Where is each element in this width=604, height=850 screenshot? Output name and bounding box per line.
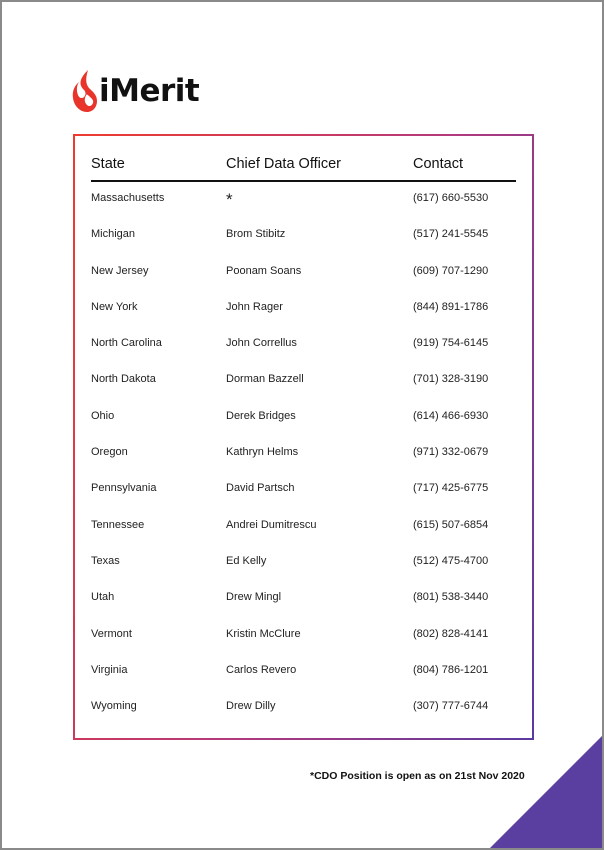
table-row — [91, 224, 516, 260]
header-state: State — [91, 156, 125, 172]
cell-contact: (971) 332-0679 — [413, 446, 489, 459]
cell-contact: (307) 777-6744 — [413, 700, 489, 713]
cell-state: North Dakota — [91, 373, 156, 386]
cell-state: Michigan — [91, 228, 136, 241]
header-chief-data-officer: Chief Data Officer — [226, 156, 341, 172]
cell-contact: (802) 828-4141 — [413, 627, 489, 640]
header-contact: Contact — [413, 156, 463, 172]
table-row — [91, 261, 516, 297]
table-row — [91, 587, 516, 623]
cell-contact: (512) 475-4700 — [413, 554, 489, 567]
corner-accent-triangle — [490, 736, 602, 848]
cell-contact: (614) 466-6930 — [413, 409, 489, 422]
table-row — [91, 515, 516, 551]
cell-state: Ohio — [91, 409, 115, 422]
cell-state: Massachusetts — [91, 192, 165, 204]
cell-cdo: Kathryn Helms — [226, 446, 299, 459]
cell-cdo: Derek Bridges — [226, 409, 296, 422]
table-row — [91, 369, 516, 405]
cell-state: Virginia — [91, 663, 128, 676]
brand-name: iMerit — [99, 72, 200, 109]
cell-contact: (517) 241-5545 — [413, 228, 489, 241]
flame-icon — [72, 68, 98, 114]
table-row — [91, 624, 516, 660]
cell-cdo: Carlos Revero — [226, 663, 297, 676]
cell-cdo: Dorman Bazzell — [226, 373, 304, 386]
cell-contact: (804) 786-1201 — [413, 663, 489, 676]
table-row — [91, 333, 516, 369]
cell-cdo: David Partsch — [226, 482, 295, 495]
cell-state: Utah — [91, 591, 115, 604]
imerit-logo — [72, 68, 199, 114]
cell-state: Oregon — [91, 446, 128, 459]
cell-contact: (701) 328-3190 — [413, 373, 489, 386]
cell-contact: (919) 754-6145 — [413, 337, 489, 350]
cell-state: New York — [91, 300, 138, 313]
cell-state: Vermont — [91, 627, 132, 640]
table-row — [91, 297, 516, 333]
cell-contact: (609) 707-1290 — [413, 264, 489, 277]
table-row — [91, 442, 516, 478]
cell-cdo: Ed Kelly — [226, 554, 267, 567]
table-row — [91, 406, 516, 442]
cell-cdo: Brom Stibitz — [226, 228, 286, 241]
table-header — [91, 154, 516, 182]
table-row — [91, 478, 516, 514]
cell-cdo: Drew Dilly — [226, 700, 276, 713]
cell-state: Wyoming — [91, 700, 137, 713]
cell-cdo: Poonam Soans — [226, 264, 302, 277]
cell-cdo: Andrei Dumitrescu — [226, 518, 317, 531]
cell-state: Texas — [91, 554, 120, 567]
cell-contact: (801) 538-3440 — [413, 591, 489, 604]
table-row — [91, 551, 516, 587]
cell-contact: (617) 660-5530 — [413, 192, 489, 204]
footnote: *CDO Position is open as on 21st Nov 2020 — [310, 770, 525, 782]
cell-cdo: * — [226, 190, 233, 209]
table-row — [91, 660, 516, 696]
cell-cdo: Drew Mingl — [226, 591, 282, 604]
cell-state: Pennsylvania — [91, 482, 157, 495]
cell-state: Tennessee — [91, 518, 145, 531]
cell-cdo: John Rager — [226, 300, 283, 313]
cell-contact: (615) 507-6854 — [413, 518, 489, 531]
cell-contact: (717) 425-6775 — [413, 482, 489, 495]
cell-state: North Carolina — [91, 337, 162, 350]
table-row — [91, 696, 516, 732]
cell-cdo: Kristin McClure — [226, 627, 301, 640]
cell-state: New Jersey — [91, 264, 149, 277]
table-row — [91, 188, 516, 224]
table-body — [91, 188, 516, 732]
cell-contact: (844) 891-1786 — [413, 300, 489, 313]
cdo-table-frame — [73, 134, 534, 740]
cell-cdo: John Correllus — [226, 337, 297, 350]
